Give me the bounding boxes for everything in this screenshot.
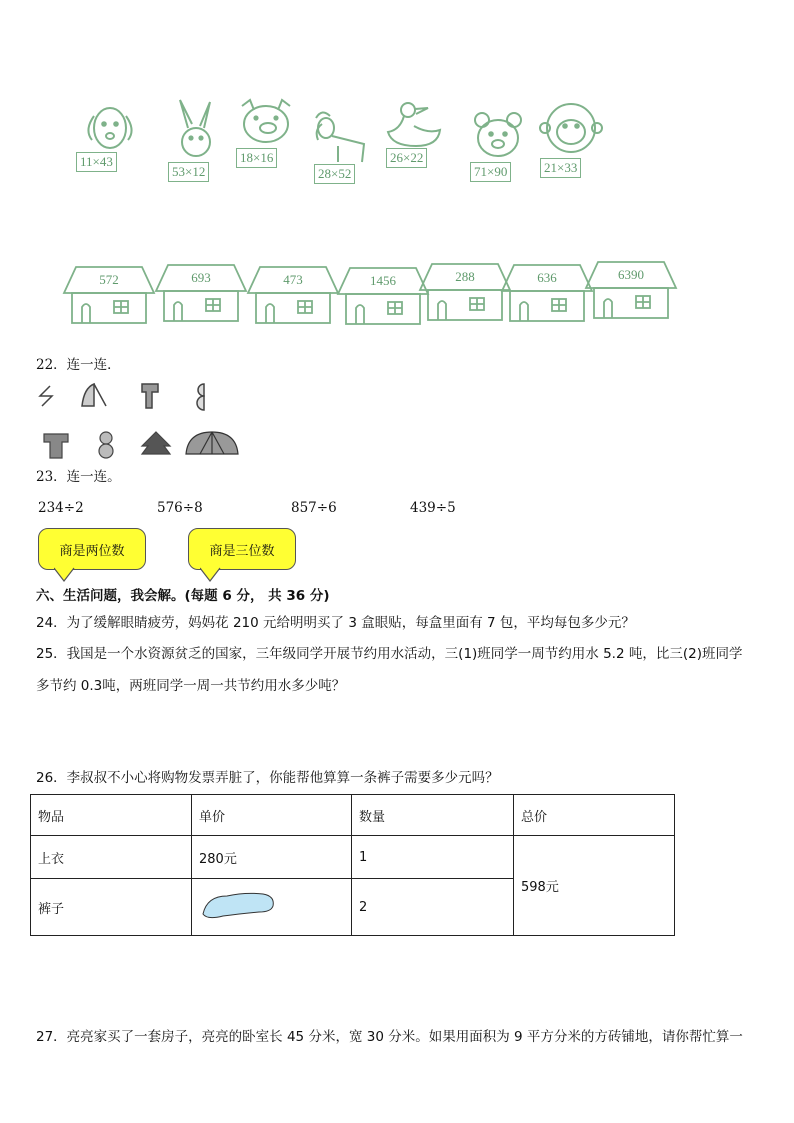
item-cell: 裤子 — [31, 879, 192, 936]
q23-expr: 234÷2 — [38, 500, 84, 516]
q24-text: 24．为了缓解眼睛疲劳，妈妈花 210 元给明明买了 3 盒眼贴，每盒里面有 7 包，平均每包多少元？ — [36, 615, 635, 631]
q26-text: 26．李叔叔不小心将购物发票弄脏了，你能帮他算算一条裤子需要多少元吗？ — [36, 770, 499, 786]
animal-dog — [80, 100, 140, 169]
bubble-label: 商是三位数 — [209, 543, 275, 559]
house — [336, 266, 430, 326]
goat-icon — [308, 106, 370, 166]
price-cell-stained — [192, 879, 352, 936]
house — [246, 265, 340, 325]
bubble-label: 商是两位数 — [59, 543, 125, 559]
q23-expr: 576÷8 — [157, 500, 203, 516]
house-number: 693 — [191, 270, 211, 285]
animal-duck — [382, 100, 446, 165]
qty-cell: 1 — [352, 836, 514, 879]
house-shape-icon — [44, 434, 68, 458]
section-title: 六、生活问题，我会解。(每题 6 分， 共 36 分) — [36, 588, 330, 604]
rhombus-shape-icon — [142, 432, 170, 454]
pig-icon — [236, 96, 296, 148]
q23-expr: 857÷6 — [291, 500, 337, 516]
monkey-icon — [538, 100, 604, 156]
invoice-table — [30, 794, 675, 936]
house-number: 572 — [99, 272, 119, 287]
animal-pig — [236, 96, 296, 165]
total-cell: 598元 — [514, 836, 675, 936]
table-row — [31, 836, 675, 879]
q25-line2: 多节约 0.3吨，两班同学一周一共节约用水多少吨？ — [36, 678, 346, 694]
q22-top-row — [36, 380, 236, 416]
house-number: 636 — [537, 270, 557, 285]
header-cell: 总价 — [514, 795, 675, 836]
bubble-tail-icon — [54, 567, 78, 583]
price-cell: 280元 — [192, 836, 352, 879]
house — [154, 263, 248, 323]
umbrella-icon — [186, 432, 238, 454]
duck-icon — [382, 100, 446, 152]
header-cell: 单价 — [192, 795, 352, 836]
animal-expr: 18×16 — [236, 148, 277, 168]
qty-cell: 2 — [352, 879, 514, 936]
dog-icon — [80, 100, 140, 160]
animal-bear — [468, 110, 528, 179]
house-number: 473 — [283, 272, 303, 287]
half-snowman-icon — [197, 384, 204, 410]
animal-goat — [308, 106, 370, 181]
house-number: 1456 — [370, 273, 396, 288]
q25-line1: 25．我国是一个水资源贫乏的国家，三年级同学开展节约用水活动，三(1)班同学一周节约用水 5.2 吨，比三(2)班同学 — [36, 646, 743, 662]
half-umbrella-icon — [82, 384, 106, 406]
q23-title: 23．连一连。 — [36, 469, 121, 485]
animal-expr: 53×12 — [168, 162, 209, 182]
q22-title: 22．连一连． — [36, 357, 121, 373]
bubble-tail-icon — [200, 567, 224, 583]
half-rhombus-icon — [40, 386, 52, 406]
stain-blot-icon — [199, 888, 279, 922]
q22-bottom-row — [36, 426, 246, 466]
header-cell: 物品 — [31, 795, 192, 836]
bear-icon — [468, 110, 528, 162]
header-cell: 数量 — [352, 795, 514, 836]
animal-expr: 28×52 — [314, 164, 355, 184]
bubble-two-digit[interactable] — [38, 528, 146, 570]
house-number: 288 — [455, 269, 475, 284]
snowman-icon — [99, 432, 113, 458]
animal-expr: 11×43 — [76, 152, 117, 172]
animal-rabbit — [166, 98, 226, 179]
rabbit-icon — [166, 98, 226, 164]
item-cell: 上衣 — [31, 836, 192, 879]
house — [62, 265, 156, 325]
house — [418, 262, 512, 322]
half-house-icon — [142, 384, 158, 408]
house — [500, 263, 594, 323]
animal-expr: 26×22 — [386, 148, 427, 168]
table-header-row — [31, 795, 675, 836]
animal-monkey — [538, 100, 604, 175]
q27-text: 27．亮亮家买了一套房子，亮亮的卧室长 45 分米，宽 30 分米。如果用面积为 9 平方分米的方砖铺地，请你帮忙算一 — [36, 1029, 743, 1045]
house-number: 6390 — [618, 267, 644, 282]
animal-expr: 71×90 — [470, 162, 511, 182]
house — [584, 260, 678, 320]
q23-expr: 439÷5 — [410, 500, 456, 516]
animal-expr: 21×33 — [540, 158, 581, 178]
bubble-three-digit[interactable] — [188, 528, 296, 570]
